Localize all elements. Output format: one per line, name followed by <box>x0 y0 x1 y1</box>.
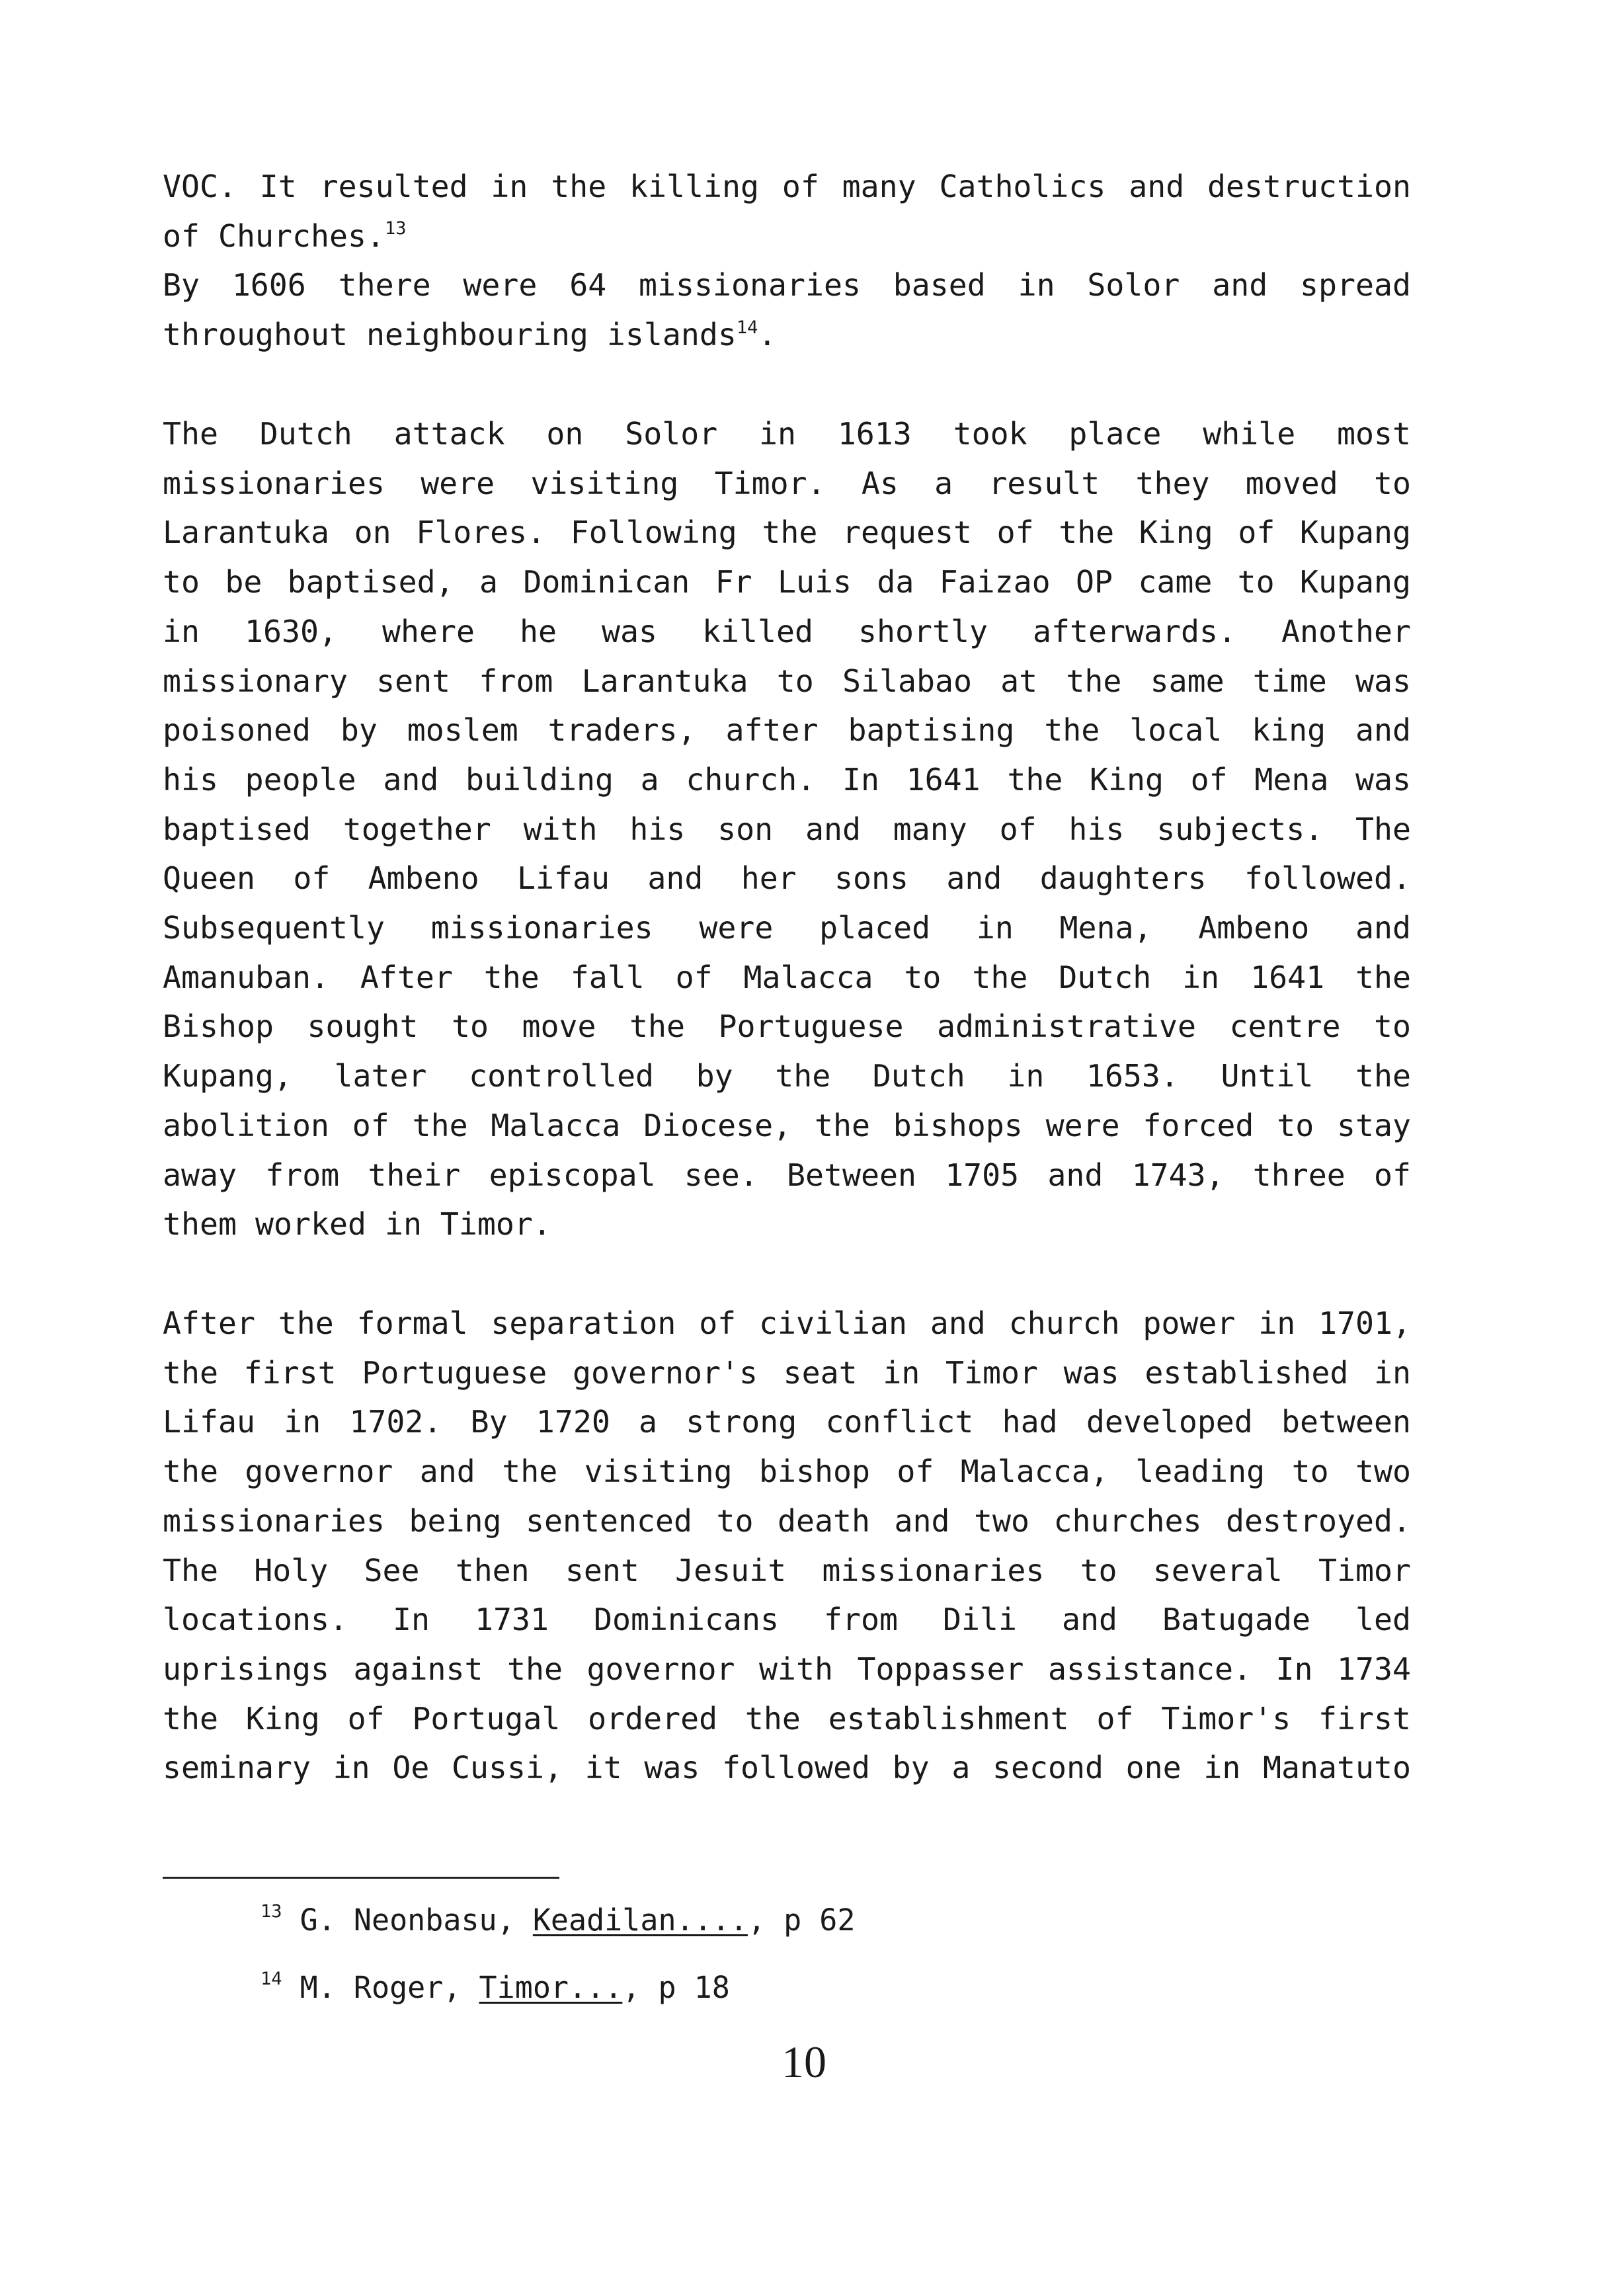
text-line: Amanuban. After the fall of Malacca to the Dutch in 1641 the <box>163 959 1411 995</box>
text-line: poisoned by moslem traders, after baptising the local king and <box>163 712 1411 749</box>
footnote-title: Keadilan.... <box>532 1903 748 1938</box>
text-line: Larantuka on Flores. Following the request of the King of Kupang <box>163 514 1411 551</box>
text-line: VOC. It resulted in the killing of many Catholics and destruction <box>163 169 1411 204</box>
footnote-author: G. Neonbasu, <box>300 1903 533 1938</box>
text-line: Subsequently missionaries were placed in Mena, Ambeno and <box>163 910 1411 946</box>
text-line: The Dutch attack on Solor in 1613 took place while most <box>163 416 1411 452</box>
footnote-page: , p 18 <box>622 1970 730 2005</box>
text-line: The Holy See then sent Jesuit missionaries to several Timor <box>163 1552 1411 1588</box>
footnote-14 <box>261 1968 730 2008</box>
text-line: away from their episcopal see. Between 1705 and 1743, three of <box>163 1157 1411 1193</box>
text-line: Bishop sought to move the Portuguese administrative centre to <box>163 1008 1411 1045</box>
text-line: the King of Portugal ordered the establishment of Timor's first <box>163 1700 1411 1737</box>
text-line: of Churches.$^{13}$ <box>163 218 407 254</box>
paragraph-3 <box>163 1299 1411 1793</box>
text-line: throughout neighbouring islands$^{14}$. <box>163 317 777 353</box>
text-line: them worked in Timor. <box>163 1206 551 1243</box>
text-line: Lifau in 1702. By 1720 a strong conflict had developed between <box>163 1404 1411 1440</box>
text-line: the governor and the visiting bishop of Malacca, leading to two <box>163 1454 1411 1490</box>
text-line: uprisings against the governor with Toppasser assistance. In 1734 <box>163 1651 1411 1687</box>
text-line: seminary in Oe Cussi, it was followed by a second one in Manatuto <box>163 1750 1411 1786</box>
text-line: By 1606 there were 64 missionaries based in Solor and spread <box>163 267 1411 304</box>
text-line: missionaries were visiting Timor. As a result they moved to <box>163 465 1411 501</box>
footnote-author: M. Roger, <box>300 1970 479 2005</box>
text-line: in 1630, where he was killed shortly afterwards. Another <box>163 613 1411 649</box>
text-line: After the formal separation of civilian and church power in 1701, <box>163 1305 1411 1341</box>
footnote-ref-13[interactable]: 13 <box>384 218 407 239</box>
footnote-divider <box>163 1877 559 1879</box>
text-line: the first Portuguese governor's seat in Timor was established in <box>163 1354 1411 1391</box>
text-line: missionaries being sentenced to death and two churches destroyed. <box>163 1502 1411 1539</box>
text-line: abolition of the Malacca Diocese, the bishops were forced to stay <box>163 1107 1411 1143</box>
text-line: locations. In 1731 Dominicans from Dili and Batugade led <box>163 1602 1411 1638</box>
text-line: Queen of Ambeno Lifau and her sons and daughters followed. <box>163 860 1411 897</box>
text-line: to be baptised, a Dominican Fr Luis da Faizao OP came to Kupang <box>163 564 1411 600</box>
footnote-13 <box>261 1901 855 1940</box>
text-line: his people and building a church. In 1641 the King of Mena was <box>163 761 1411 798</box>
text-line: missionary sent from Larantuka to Silabao at the same time was <box>163 663 1411 699</box>
footnote-page: , p 62 <box>747 1903 856 1938</box>
paragraph-1 <box>163 162 1411 360</box>
footnote-title: Timor... <box>479 1970 623 2005</box>
text-line: Kupang, later controlled by the Dutch in 1653. Until the <box>163 1058 1411 1094</box>
paragraph-2 <box>163 409 1411 1249</box>
footnote-number: 14 <box>261 1969 282 1989</box>
page-number: 10 <box>782 2037 826 2087</box>
footnote-number: 13 <box>261 1901 282 1922</box>
footnote-ref-14[interactable]: 14 <box>736 317 758 338</box>
text-line: baptised together with his son and many of his subjects. The <box>163 811 1411 847</box>
